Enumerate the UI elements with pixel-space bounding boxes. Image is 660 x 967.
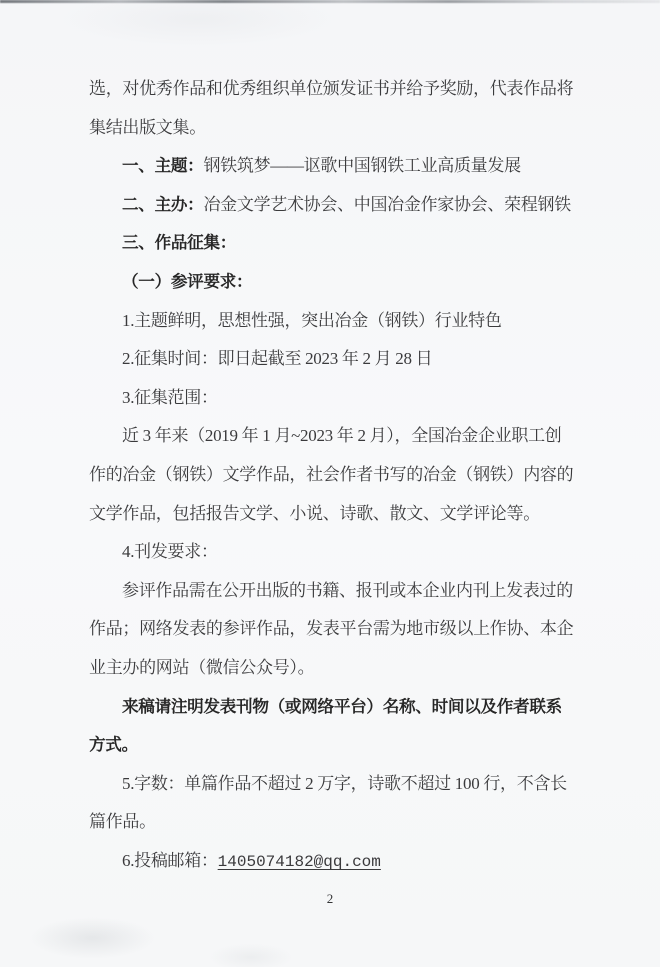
text-line [89, 186, 579, 225]
text-line [89, 456, 579, 495]
text-line [89, 533, 579, 572]
text-line [89, 302, 579, 341]
text-segment: 集结出版文集。 [89, 117, 206, 137]
text-segment: 参评作品需在公开出版的书籍、报刊或本企业内刊上发表过的 [122, 580, 573, 600]
text-segment: 篇作品。 [89, 812, 156, 832]
text-segment: 3.征集范围： [122, 387, 218, 407]
text-segment: 5.字数：单篇作品不超过 2 万字，诗歌不超过 100 行，不含长 [122, 773, 567, 793]
text-line [89, 688, 579, 727]
text-segment: 选，对优秀作品和优秀组织单位颁发证书并给予奖励，代表作品将 [89, 79, 574, 98]
text-segment: 冶金文学艺术协会、中国冶金作家协会、荣程钢铁 [203, 194, 571, 214]
text-segment: （一）参评要求： [122, 271, 253, 291]
text-segment: 一、主题： [122, 156, 204, 176]
page-footer [0, 890, 660, 908]
text-segment: 作品；网络发表的参评作品，发表平台需为地市级以上作协、本企 [89, 619, 574, 639]
text-segment: 1.主题鲜明，思想性强，突出冶金（钢铁）行业特色 [122, 310, 502, 330]
text-line [89, 340, 579, 379]
text-line [89, 379, 579, 418]
text-line [89, 147, 579, 186]
scan-edge-artifact [0, 0, 660, 3]
text-line [89, 610, 579, 649]
text-line [89, 224, 579, 263]
text-line [89, 70, 579, 109]
text-line [89, 765, 579, 804]
text-line [89, 649, 579, 688]
text-line [89, 495, 579, 534]
email-address: 1405074182@qq.com [217, 852, 381, 871]
text-line [89, 726, 579, 765]
page-number: 2 [326, 891, 334, 906]
text-segment: 4.刊发要求： [122, 542, 218, 562]
document-lines [89, 70, 579, 880]
text-segment: 方式。 [89, 735, 138, 755]
text-line [89, 842, 579, 881]
text-line [89, 263, 579, 302]
text-line [89, 417, 579, 456]
text-segment: 二、主办： [122, 194, 204, 214]
text-segment: 2.征集时间：即日起截至 2023 年 2 月 28 日 [122, 349, 433, 369]
text-line [89, 803, 579, 842]
text-line [89, 572, 579, 611]
text-segment: 近 3 年来（2019 年 1 月~2023 年 2 月），全国冶金企业职工创 [122, 426, 562, 446]
text-line [89, 109, 579, 148]
text-segment: 来稿请注明发表刊物（或网络平台）名称、时间以及作者联系 [122, 696, 562, 716]
text-segment: 钢铁筑梦——讴歌中国钢铁工业高质量发展 [203, 156, 521, 176]
text-segment: 6.投稿邮箱： [122, 850, 218, 870]
text-segment: 业主办的网站（微信公众号）。 [89, 657, 315, 677]
text-segment: 三、作品征集： [122, 233, 237, 253]
text-segment: 作的冶金（钢铁）文学作品，社会作者书写的冶金（钢铁）内容的 [89, 464, 574, 484]
text-segment: 文学作品，包括报告文学、小说、诗歌、散文、文学评论等。 [89, 503, 540, 523]
